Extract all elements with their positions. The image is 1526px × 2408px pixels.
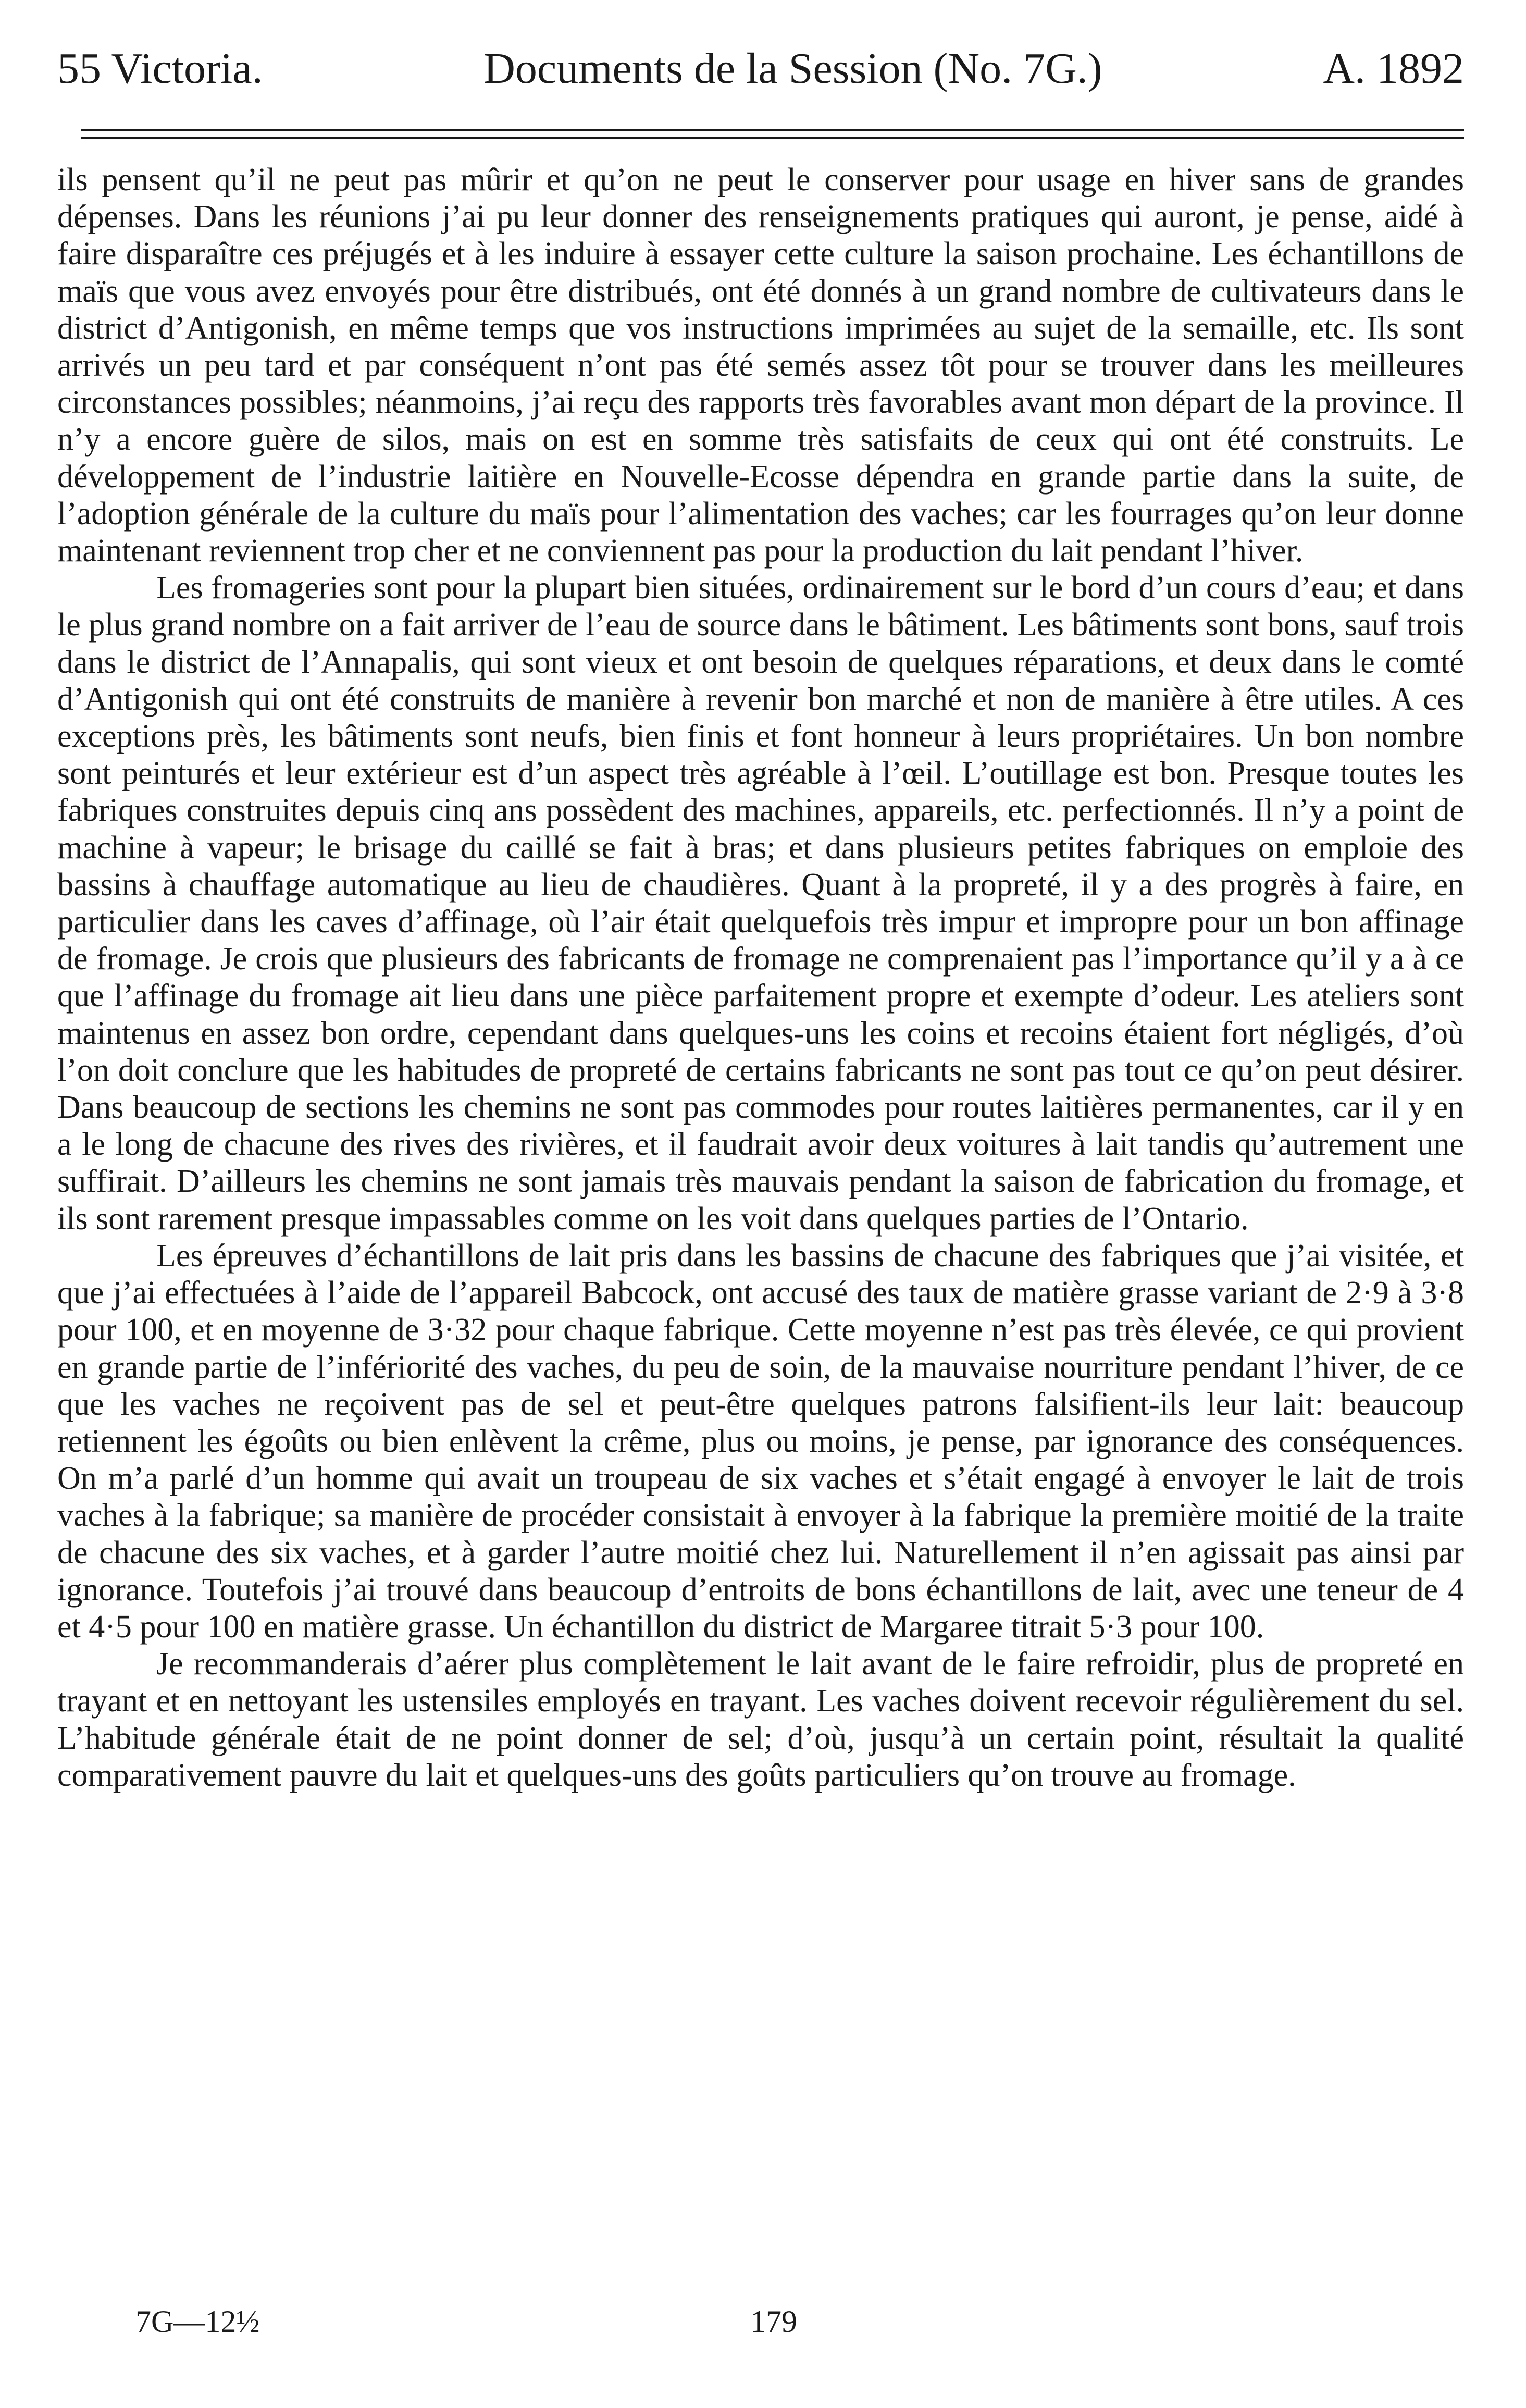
running-header [57, 44, 1464, 99]
paragraph-fromageries: Les fromageries sont pour la plupart bien situées, ordinairement sur le bord d’un cours d’eau; et dans le plus grand nombre on a fait arriver de l’eau de source dans le bâtiment. Les bâtiments sont bons, sauf trois dans le district de l’Annapalis, qui sont vieux et ont besoin de quelques réparations, et deux dans le comté d’Antigonish qui ont été construits de manière à revenir bon marché et non de manière à être utiles. A ces exceptions près, les bâtiments sont neufs, bien finis et font honneur à leurs propriétaires. Un bon nombre sont peinturés et leur extérieur est d’un aspect très agréable à l’œil. L’outillage est bon. Presque toutes les fabriques construites depuis cinq ans possèdent des machines, appareils, etc. perfectionnés. Il n’y a point de machine à vapeur; le brisage du caillé se fait à bras; et dans plusieurs petites fabriques on emploie des bassins à chauffage automatique au lieu de chaudières. Quant à la propreté, il y a des progrès à faire, en particulier dans les caves d’affinage, où l’air était quelquefois très impur et impropre pour un bon affinage de fromage. Je crois que plusieurs des fabricants de fromage ne comprenaient pas l’importance qu’il y a à ce que l’affinage du fromage ait lieu dans une pièce parfaitement propre et exempte d’odeur. Les ateliers sont maintenus en assez bon ordre, cependant dans quelques-uns les coins et recoins étaient fort négligés, d’où l’on doit conclure que les habitudes de propreté de certains fabricants ne sont pas tout ce qu’on peut désirer. Dans beaucoup de sections les chemins ne sont pas commodes pour routes laitières permanentes, car il y en a le long de chacune des rives des rivières, et il faudrait avoir deux voitures à lait tandis qu’autrement une suffirait. D’ailleurs les chemins ne sont jamais très mauvais pendant la saison de fabrication du fromage, et ils sont rarement presque impassables comme on les voit dans quelques parties de l’Ontario. [57, 570, 1464, 1237]
header-document-title: Documents de la Session (No. 7G.) [483, 44, 1102, 93]
paragraph-epreuves: Les épreuves d’échantillons de lait pris dans les bassins de chacune des fabriques que j’ai visitée, et que j’ai effectuées à l’aide de l’appareil Babcock, ont accusé des taux de matière grasse variant de 2·9 à 3·8 pour 100, et en moyenne de 3·32 pour chaque fabrique. Cette moyenne n’est pas très élevée, ce qui provient en grande partie de l’infériorité des vaches, du peu de soin, de la mauvaise nourriture pendant l’hiver, de ce que les vaches ne reçoivent pas de sel et peut-être quelques patrons falsifient-ils leur lait: beaucoup retiennent les égoûts ou bien enlèvent la crême, plus ou moins, je pense, par ignorance des conséquences. On m’a parlé d’un homme qui avait un troupeau de six vaches et s’était engagé à envoyer le lait de trois vaches à la fabrique; sa manière de procéder consistait à envoyer à la fabrique la première moitié de la traite de chacune des six vaches, et à garder l’autre moitié chez lui. Naturellement il n’en agissait pas ainsi par ignorance. Toutefois j’ai trouvé dans beaucoup d’entroits de bons échantillons de lait, avec une teneur de 4 et 4·5 pour 100 en matière grasse. Un échantillon du district de Margaree titrait 5·3 pour 100. [57, 1238, 1464, 1645]
header-rule-bottom [81, 137, 1464, 139]
printer-signature: 7G—12½ [135, 2304, 260, 2339]
header-rules [57, 129, 1464, 141]
header-rule-top [81, 129, 1464, 131]
header-regnal-year: 55 Victoria. [57, 44, 263, 93]
page-number: 179 [750, 2304, 797, 2339]
document-page [57, 44, 1464, 1794]
paragraph-recommandations: Je recommanderais d’aérer plus complètement le lait avant de le faire refroidir, plus de propreté en trayant et en nettoyant les ustensiles employés en trayant. Les vaches doivent recevoir régulièrement du sel. L’habitude générale était de ne point donner de sel; d’où, jusqu’à un certain point, résultait la qualité comparativement pauvre du lait et quelques-uns des goûts particuliers qu’on trouve au fromage. [57, 1646, 1464, 1793]
header-year: A. 1892 [1323, 44, 1464, 93]
body-text [57, 162, 1464, 1794]
paragraph-continuation: ils pensent qu’il ne peut pas mûrir et qu’on ne peut le conserver pour usage en hiver sans de grandes dépenses. Dans les réunions j’ai pu leur donner des renseignements pratiques qui auront, je pense, aidé à faire disparaître ces préjugés et à les induire à essayer cette culture la saison prochaine. Les échantillons de maïs que vous avez envoyés pour être distribués, ont été donnés à un grand nombre de cultivateurs dans le district d’Antigonish, en même temps que vos instructions imprimées au sujet de la semaille, etc. Ils sont arrivés un peu tard et par conséquent n’ont pas été semés assez tôt pour se trouver dans les meilleures circonstances possibles; néanmoins, j’ai reçu des rapports très favorables avant mon départ de la province. Il n’y a encore guère de silos, mais on est en somme très satisfaits de ceux qui ont été construits. Le développement de l’industrie laitière en Nouvelle-Ecosse dépendra en grande partie dans la suite, de l’adoption générale de la culture du maïs pour l’alimentation des vaches; car les fourrages qu’on leur donne maintenant reviennent trop cher et ne conviennent pas pour la production du lait pendant l’hiver. [57, 162, 1464, 569]
